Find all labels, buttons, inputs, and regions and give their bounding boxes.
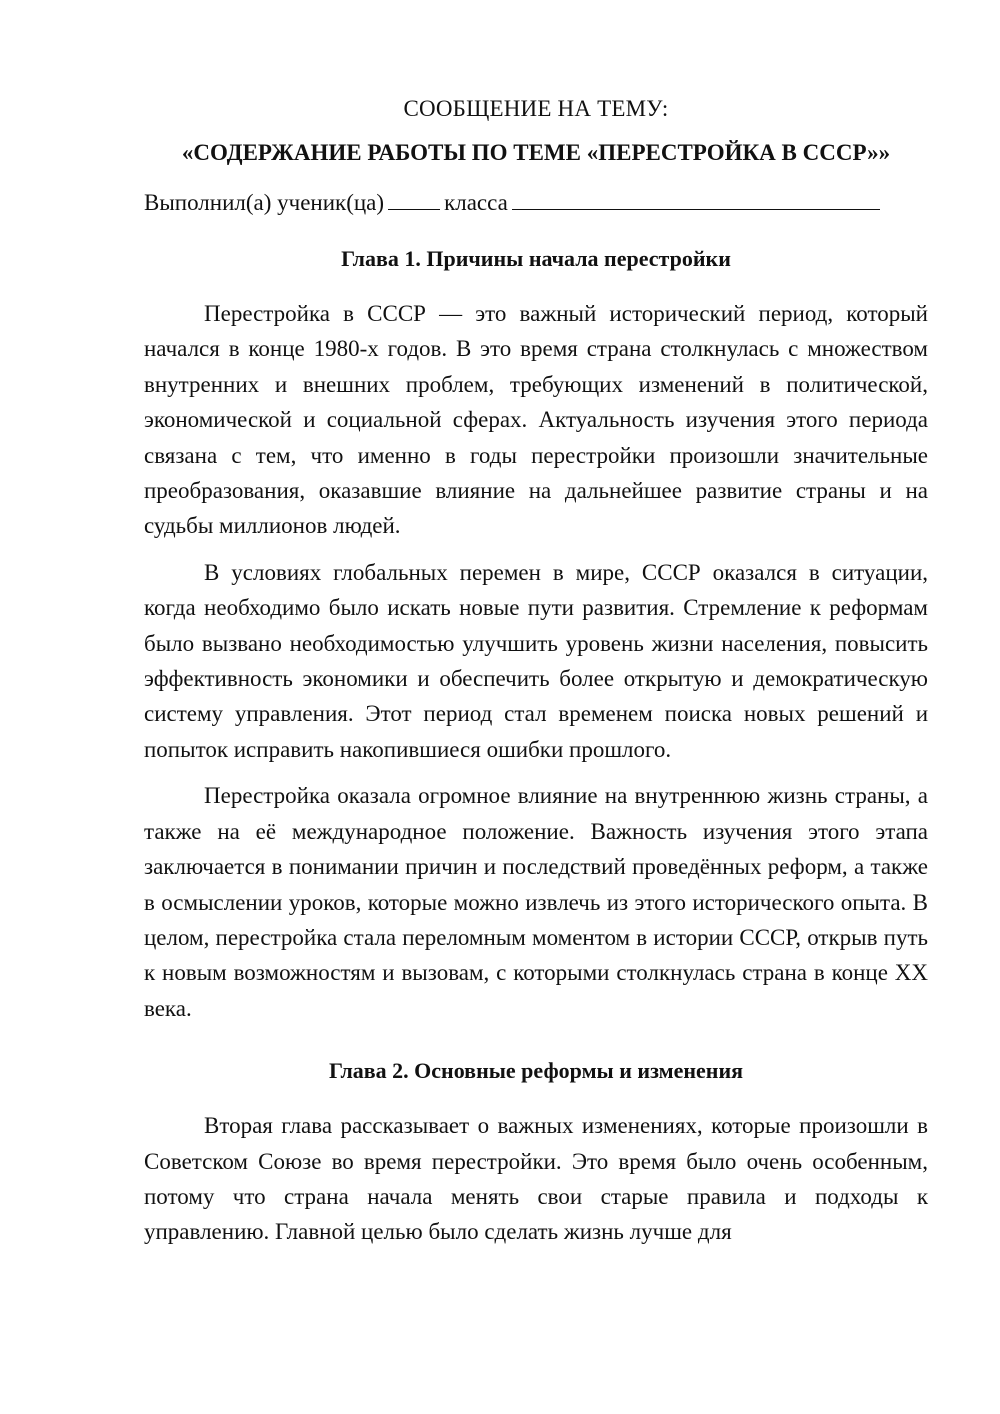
document-body bbox=[144, 92, 928, 1250]
chapter-2-paragraph-1: Вторая глава рассказывает о важных изменениях, которые произошли в Советском Союзе во время перестройки. Это время было очень особенным, потому что страна начала менять свои старые правила и подходы к управлению. Главной целью было сделать жизнь лучше для bbox=[144, 1113, 928, 1245]
title-line-1: СООБЩЕНИЕ НА ТЕМУ: bbox=[403, 96, 669, 121]
chapter-1-paragraph-3: Перестройка оказала огромное влияние на внутреннюю жизнь страны, а также на её международное положение. Важность изучения этого этапа заключается в понимании причин и последствий проведённых реформ, а также в осмыслении уроков, которые можно извлечь из этого исторического опыта. В целом, перестройка стала переломным моментом в истории СССР, открыв путь к новым возможностям и вызовам, с которыми столкнулась страна в конце XX века. bbox=[144, 783, 928, 1021]
chapter-2-heading: Глава 2. Основные реформы и изменения bbox=[328, 1058, 744, 1084]
chapter-1-paragraph-2: В условиях глобальных перемен в мире, СССР оказался в ситуации, когда необходимо было искать новые пути развития. Стремление к реформам было вызвано необходимостью улучшить уровень жизни населения, повысить эффективность экономики и обеспечить более открытую и демократическую систему управления. Этот период стал временем поиска новых решений и попыток исправить накопившиеся ошибки прошлого. bbox=[144, 559, 928, 762]
author-label: Выполнил(а) ученик(ца) bbox=[144, 190, 385, 215]
chapter-1-heading: Глава 1. Причины начала перестройки bbox=[341, 246, 731, 271]
title-line-2: «СОДЕРЖАНИЕ РАБОТЫ ПО ТЕМЕ «ПЕРЕСТРОЙКА В СССР»» bbox=[181, 140, 891, 165]
chapter-1-paragraph-1: Перестройка в СССР — это важный исторический период, который начался в конце 1980-х годов. В это время страна столкнулась с множеством внутренних и внешних проблем, требующих изменений в политической, экономической и социальной сферах. Актуальность изучения этого периода связана с тем, что именно в годы перестройки произошли значительные преобразования, оказавшие влияние на дальнейшее развитие страны и на судьбы миллионов людей. bbox=[144, 301, 928, 539]
grade-blank bbox=[388, 187, 440, 210]
name-blank bbox=[512, 187, 880, 210]
class-label: класса bbox=[444, 190, 508, 215]
author-line bbox=[144, 186, 928, 220]
